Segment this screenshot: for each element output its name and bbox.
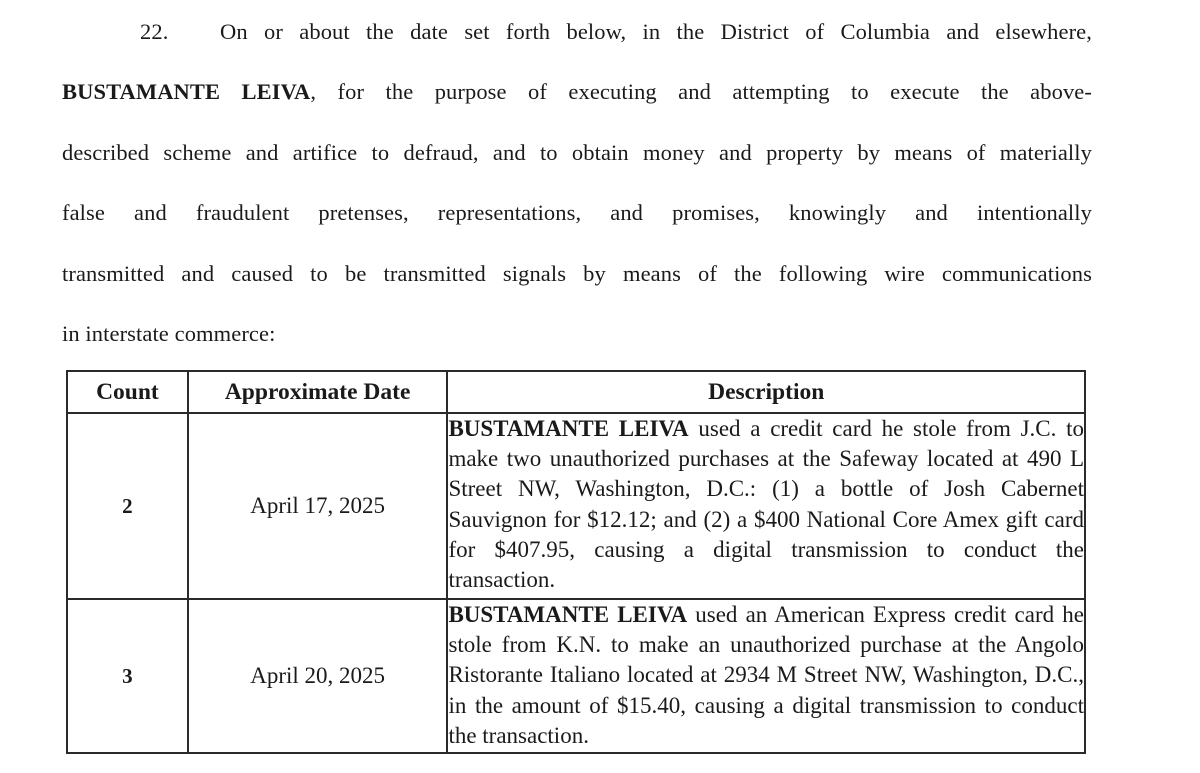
table-header-row [67, 371, 1085, 413]
description-cell [447, 413, 1085, 599]
count-cell: 2 [67, 413, 188, 599]
table-row [67, 413, 1085, 599]
paragraph-number: 22. [140, 19, 169, 44]
description-defendant-name: BUSTAMANTE LEIVA [448, 416, 689, 441]
description-defendant-name: BUSTAMANTE LEIVA [448, 602, 688, 627]
paragraph-line-4: false and fraudulent pretenses, representations, and promises, knowingly and intentionally [62, 200, 1092, 226]
paragraph-line-5: transmitted and caused to be transmitted signals by means of the following wire communications [62, 260, 1092, 286]
paragraph-line-1-text: On or about the date set forth below, in the District of Columbia and elsewhere, [220, 19, 1092, 44]
header-count: Count [67, 371, 188, 413]
counts-table [66, 370, 1086, 754]
defendant-name: BUSTAMANTE LEIVA [62, 79, 311, 105]
description-text: used a credit card he stole from J.C. to make two unauthorized purchases at the Safeway located at 490 L Street NW, Washington, D.C.: (1) a bottle of Josh Cabernet Sauvignon for $12.12; and (2) a $400 National Core Amex gift card for $407.95, causing a digital transmission to conduct the transaction. [448, 416, 1085, 593]
date-cell: April 17, 2025 [188, 413, 448, 599]
table-row [67, 599, 1085, 753]
paragraph-line-6: in interstate commerce: [62, 320, 276, 346]
paragraph-line-2 [62, 62, 1092, 122]
paragraph-22 [62, 2, 1092, 364]
paragraph-line-2-text: , for the purpose of executing and attempting to execute the above- [310, 79, 1092, 105]
paragraph-line-3: described scheme and artifice to defraud, and to obtain money and property by means of materially [62, 139, 1092, 165]
header-approximate-date: Approximate Date [188, 371, 448, 413]
header-description: Description [447, 371, 1085, 413]
paragraph-line-1 [62, 2, 1092, 62]
count-cell: 3 [67, 599, 188, 753]
date-cell: April 20, 2025 [188, 599, 448, 753]
description-cell [447, 599, 1085, 753]
description-text: used an American Express credit card he stole from K.N. to make an unauthorized purchase at the Angolo Ristorante Italiano located at 2934 M Street NW, Washington, D.C., in the amount of $15.40, causing a digital transmission to conduct the transaction. [448, 602, 1085, 748]
